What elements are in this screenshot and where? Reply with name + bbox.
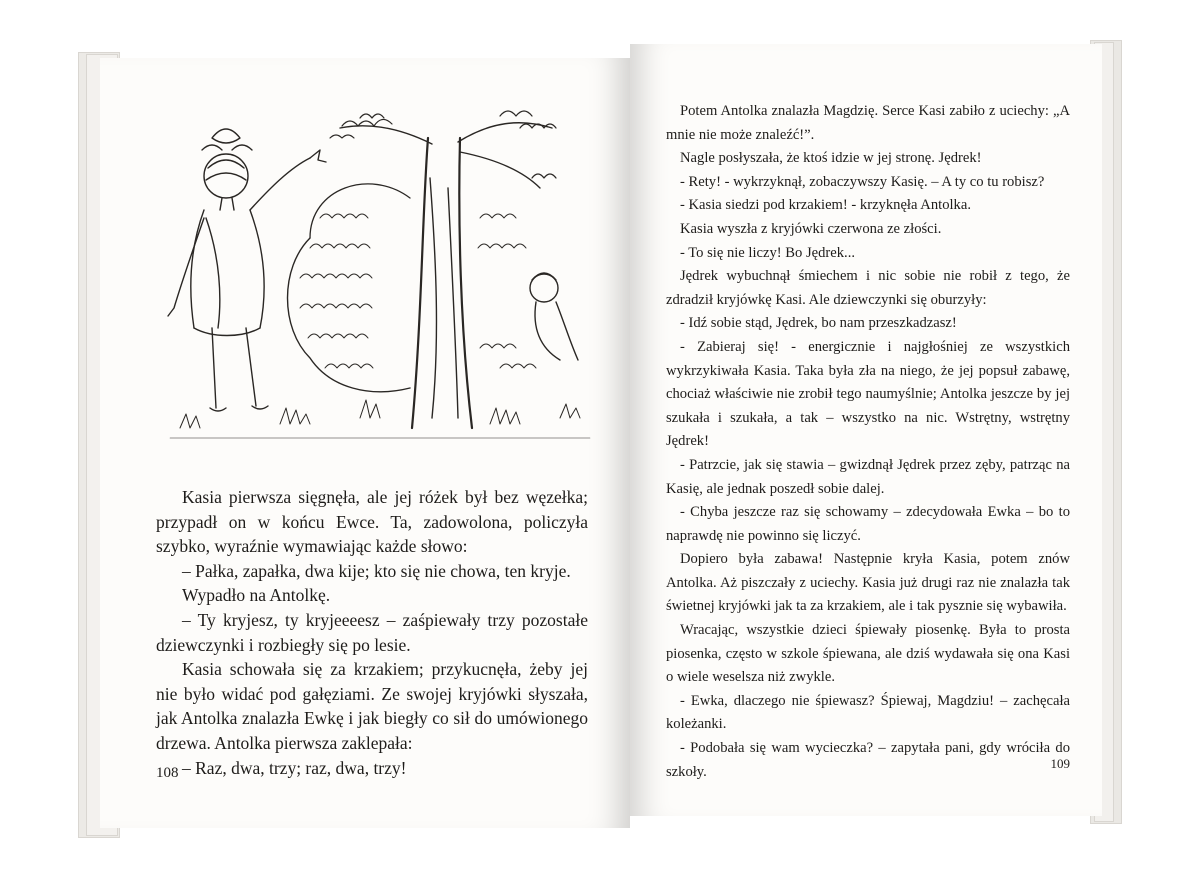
left-page [100, 58, 630, 828]
paragraph: - Idź sobie stąd, Jędrek, bo nam przeszkadzasz! [680, 315, 957, 332]
paragraph: - Chyba jeszcze raz się schowamy – zdecydowała Ewka – bo to naprawdę nie powinno się liczyć. [666, 504, 1070, 544]
paragraph: - Kasia siedzi pod krzakiem! - krzyknęła Antolka. [680, 197, 971, 214]
left-page-text [156, 485, 588, 780]
paragraph: - Rety! - wykrzyknął, zobaczywszy Kasię. – A ty co tu robisz? [680, 173, 1045, 190]
paragraph: – Pałka, zapałka, dwa kije; kto się nie chowa, ten kryje. [182, 560, 571, 581]
paragraph: Jędrek wybuchnął śmiechem i nic sobie nie robił z tego, że zdradził kryjówkę Kasi. Ale dziewczynki się oburzyły: [666, 268, 1070, 308]
paragraph: Nagle posłyszała, że ktoś idzie w jej stronę. Jędrek! [680, 150, 982, 167]
page-number-right: 109 [1050, 756, 1070, 771]
page-number-left: 108 [156, 765, 179, 781]
paragraph: Dopiero była zabawa! Następnie kryła Kasia, potem znów Antolka. Aż piszczały z uciechy. Kasia już drugi raz nie znalazła tak świetnej kryjówki jak ta za krzakiem, ale i tak pysznie się wybawiła. [666, 551, 1070, 615]
paragraph: Kasia wyszła z kryjówki czerwona ze złości. [680, 220, 942, 237]
paragraph: Potem Antolka znalazła Magdzię. Serce Kasi zabiło z uciechy: „A mnie nie może znaleźć!”. [666, 103, 1070, 143]
paragraph: Kasia pierwsza sięgnęła, ale jej różek był bez węzełka; przypadł on w końcu Ewce. Ta, zadowolona, policzyła szybko, wyraźnie wymawiając każde słowo: [156, 487, 588, 557]
right-page [630, 44, 1102, 816]
paragraph: - To się nie liczy! Bo Jędrek... [680, 244, 856, 261]
paragraph: - Podobała się wam wycieczka? – zapytała pani, gdy wróciła do szkoły. [666, 740, 1070, 780]
paragraph: Wypadło na Antolkę. [182, 585, 331, 606]
paragraph: – Raz, dwa, trzy; raz, dwa, trzy! [182, 757, 407, 778]
paragraph: - Ewka, dlaczego nie śpiewasz? Śpiewaj, Magdziu! – zachęcała koleżanki. [666, 692, 1070, 733]
paragraph: Wracając, wszystkie dzieci śpiewały piosenkę. Była to prosta piosenka, często w szkole śpiewana, ale dziś wydawała się ona Kasi o wiele weselsza niż zwykle. [666, 622, 1070, 686]
right-page-text [666, 100, 1070, 784]
paragraph: - Zabieraj się! - energicznie i najgłośniej ze wszystkich wykrzykiwała Kasia. Taka była zła na niego, że jej popsuł zabawę, chociaż właściwie nie zrobił tego naumyślnie; Antolka jeszcze by jej szukała i szukała, a tak – wszystko na nic. Wstrętny, wstrętny Jędrek! [666, 338, 1070, 450]
illustration-girls-hide-and-seek [160, 98, 600, 468]
paragraph: - Patrzcie, jak się stawia – gwizdnął Jędrek przez zęby, patrząc na Kasię, ale jednak poszedł sobie dalej. [666, 456, 1070, 497]
paragraph: Kasia schowała się za krzakiem; przykucnęła, żeby jej nie było widać pod gałęziami. Ze swojej kryjówki słyszała, jak Antolka znalazła Ewkę i jak biegły co sił do umówionego drzewa. Antolka pierwsza zaklepała: [156, 659, 588, 753]
paragraph: – Ty kryjesz, ty kryjeeeesz – zaśpiewały trzy pozostałe dziewczynki i rozbiegły się po lesie. [156, 609, 588, 655]
